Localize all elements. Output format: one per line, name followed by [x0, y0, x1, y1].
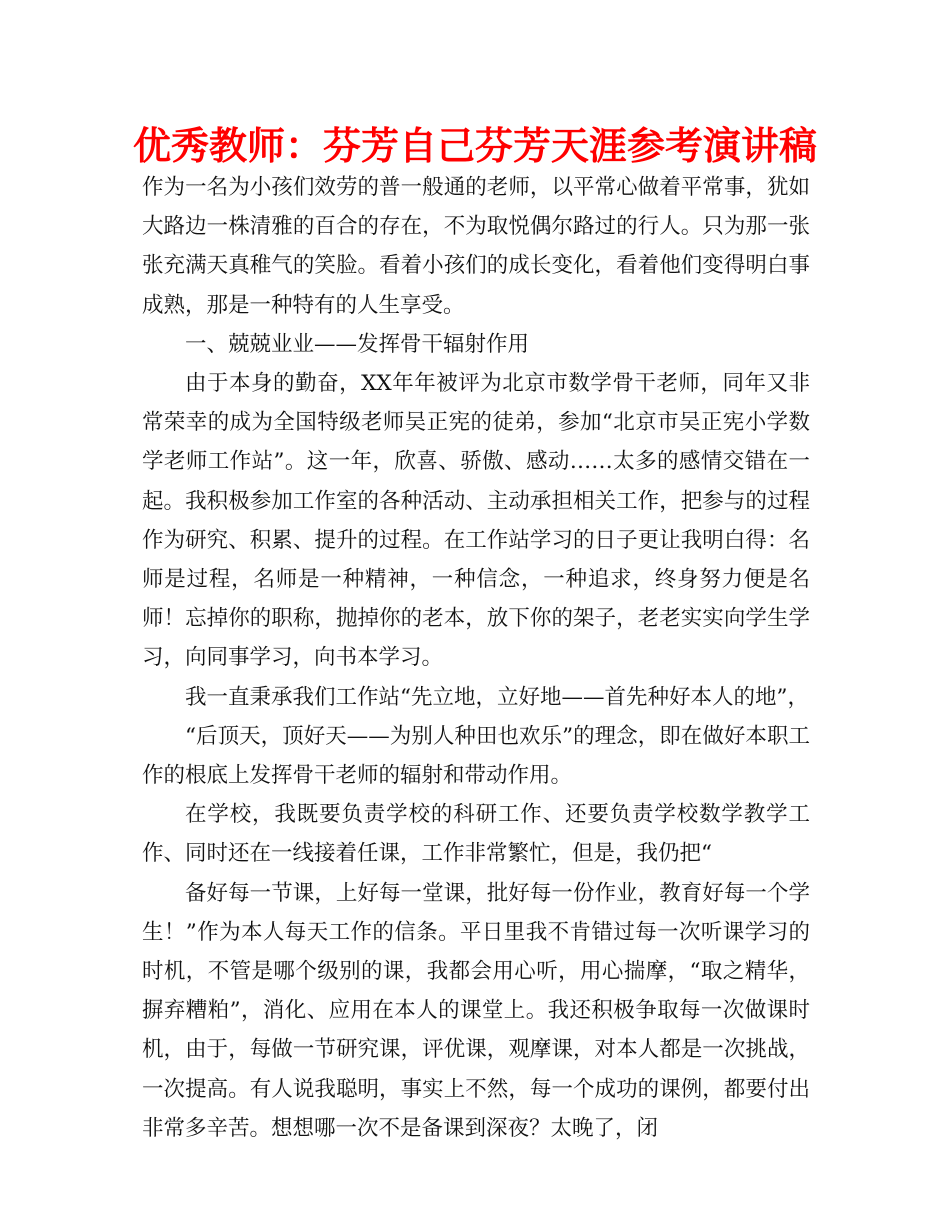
document-title: 优秀教师：芬芳自己芬芳天涯参考演讲稿 [132, 124, 817, 168]
paragraph-workstation-motto-2: “后顶天，顶好天——为别人种田也欢乐”的理念，即在做好本职工作的根底上发挥骨干老师的辐射和带动作用。 [142, 723, 810, 789]
paragraph-intro: 作为一名为小孩们效劳的普一般通的老师，以平常心做着平常事，犹如大路边一株清雅的百合的存在，不为取悦偶尔路过的行人。只为那一张张充满天真稚气的笑脸。看着小孩们的成长变化，看着他们变得明白事成熟，那是一种特有的人生享受。 [142, 175, 810, 318]
section-heading: 一、兢兢业业——发挥骨干辐射作用 [185, 331, 530, 357]
paragraph-school-work: 在学校，我既要负责学校的科研工作、还要负责学校数学教学工作、同时还在一线接着任课，工作非常繁忙，但是，我仍把“ [142, 802, 810, 867]
paragraph-lesson-creed: 备好每一节课，上好每一堂课，批好每一份作业，教育好每一个学生！”作为本人每天工作的信条。平日里我不肯错过每一次听课学习的时机，不管是哪个级别的课，我都会用心听，用心揣摩，“取之精华，摒弃糟粕”，消化、应用在本人的课堂上。我还积极争取每一次做课时机，由于，每做一节研究课，评优课，观摩课，对本人都是一次挑战，一次提高。有人说我聪明，事实上不然，每一个成功的课例，都要付出非常多辛苦。想想哪一次不是备课到深夜？太晚了，闭 [142, 880, 810, 1141]
document-body [142, 168, 810, 1148]
paragraph-backbone-teacher: 由于本身的勤奋，XX年年被评为北京市数学骨干老师，同年又非常荣幸的成为全国特级老师吴正宪的徒弟，参加“北京市吴正宪小学数学老师工作站”。这一年，欣喜、骄傲、感动……太多的感情交错在一起。我积极参加工作室的各种活动、主动承担相关工作，把参与的过程作为研究、积累、提升的过程。在工作站学习的日子更让我明白得：名师是过程，名师是一种精神，一种信念，一种追求，终身努力便是名师！忘掉你的职称，抛掉你的老本，放下你的架子，老老实实向学生学习，向同事学习，向书本学习。 [142, 371, 810, 671]
paragraph-workstation-motto-1: 我一直秉承我们工作站“先立地，立好地——首先种好本人的地”， [185, 684, 809, 710]
